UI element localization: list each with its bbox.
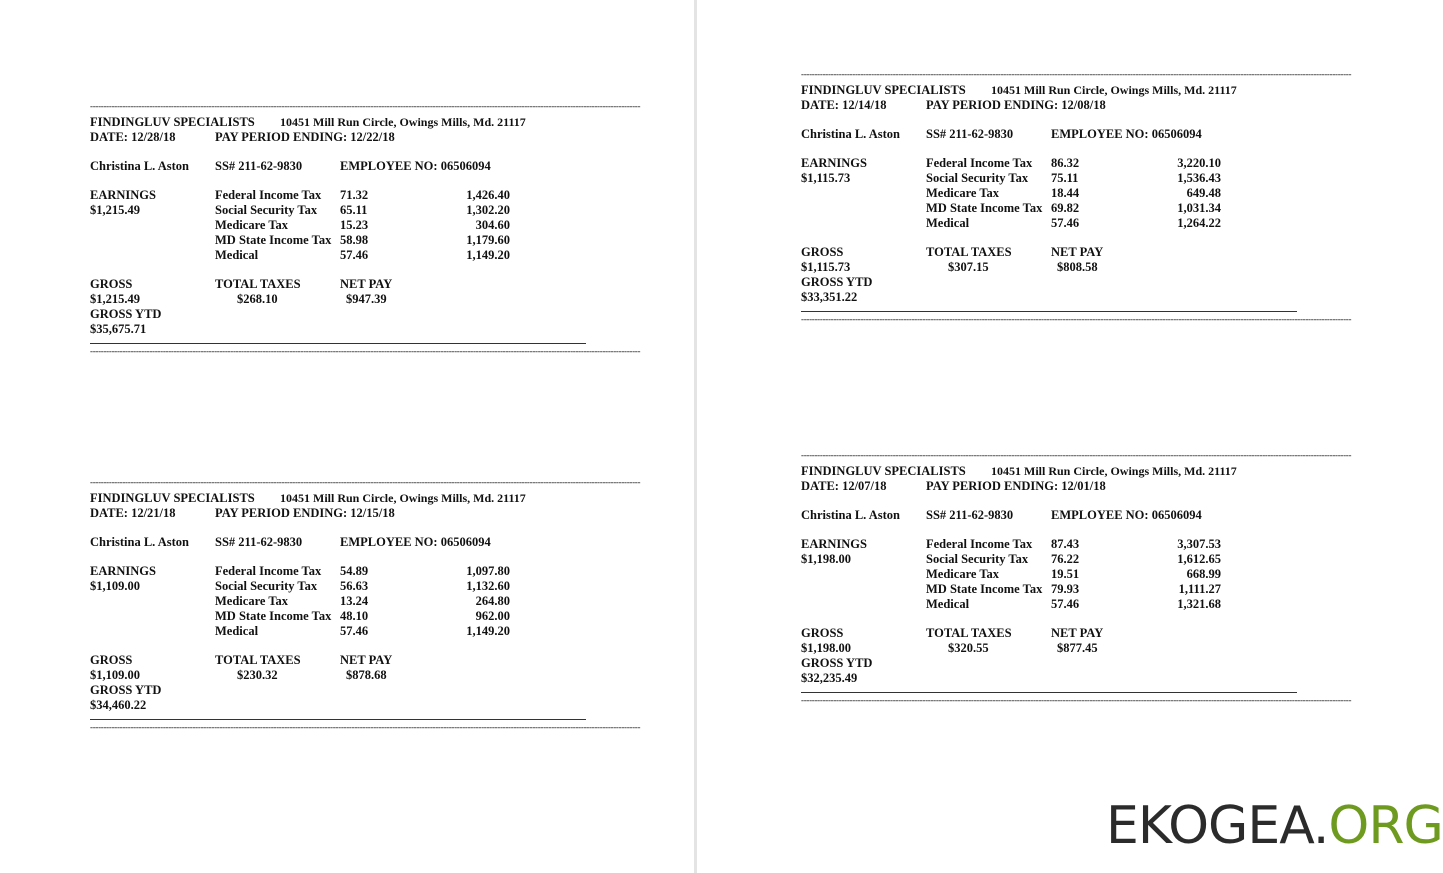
earnings-label: EARNINGS — [90, 564, 156, 578]
net-pay-label: NET PAY — [340, 653, 393, 667]
employee-number: EMPLOYEE NO: 06506094 — [1051, 508, 1202, 522]
employee-ssn: SS# 211-62-9830 — [926, 127, 1014, 141]
total-taxes-value: $268.10 — [237, 292, 278, 306]
net-pay-label: NET PAY — [340, 277, 393, 291]
totals-value-row — [90, 668, 590, 683]
totals-label-row — [90, 653, 590, 668]
company-name: FINDINGLUV SPECIALISTS — [801, 464, 966, 478]
deduction-row — [801, 186, 1301, 201]
date-row — [801, 479, 1301, 494]
deduction-row — [90, 233, 590, 248]
deduction-name: Medicare Tax — [926, 186, 1000, 200]
gross-label: GROSS — [801, 245, 844, 259]
deduction-current: 57.46 — [1051, 216, 1080, 230]
company-name: FINDINGLUV SPECIALISTS — [90, 115, 255, 129]
company-address: 10451 Mill Run Circle, Owings Mills, Md. 21117 — [280, 491, 526, 505]
deduction-current: 48.10 — [340, 609, 369, 623]
gross-ytd-label-row — [90, 307, 590, 322]
totals-label-row — [90, 277, 590, 292]
company-address: 10451 Mill Run Circle, Owings Mills, Md. 21117 — [280, 115, 526, 129]
deduction-current: 57.46 — [340, 248, 369, 262]
deduction-name: Medicare Tax — [215, 218, 289, 232]
deduction-current: 79.93 — [1051, 582, 1080, 596]
deduction-current: 56.63 — [340, 579, 369, 593]
deduction-current: 76.22 — [1051, 552, 1080, 566]
pay-date: DATE: 12/14/18 — [801, 98, 887, 112]
employee-ssn: SS# 211-62-9830 — [215, 535, 303, 549]
net-pay-label: NET PAY — [1051, 626, 1104, 640]
gross-value: $1,198.00 — [801, 641, 851, 655]
pay-period-ending: PAY PERIOD ENDING: 12/22/18 — [215, 130, 395, 144]
employee-name: Christina L. Aston — [801, 127, 900, 141]
pay-date: DATE: 12/28/18 — [90, 130, 176, 144]
earnings-value: $1,215.49 — [90, 203, 140, 217]
deduction-current: 69.82 — [1051, 201, 1080, 215]
dashed-rule: ------------------------------------------------------------------------------------------------------------------------------------------------------------------------------------------------------------ — [801, 450, 1352, 460]
deduction-current: 58.98 — [340, 233, 369, 247]
gross-ytd-value-row — [801, 671, 1301, 686]
deduction-ytd: 1,149.20 — [466, 624, 510, 638]
dashed-rule: ------------------------------------------------------------------------------------------------------------------------------------------------------------------------------------------------------------ — [90, 101, 641, 111]
totals-value-row — [90, 292, 590, 307]
deduction-current: 65.11 — [340, 203, 368, 217]
earnings-label: EARNINGS — [90, 188, 156, 202]
pay-stub — [90, 101, 641, 356]
pay-period-ending: PAY PERIOD ENDING: 12/01/18 — [926, 479, 1106, 493]
deduction-ytd: 304.60 — [475, 218, 510, 232]
net-pay-value: $878.68 — [346, 668, 387, 682]
deduction-name: MD State Income Tax — [926, 201, 1043, 215]
employee-row — [801, 508, 1301, 523]
earnings-value: $1,198.00 — [801, 552, 851, 566]
gross-ytd-value: $34,460.22 — [90, 698, 147, 712]
gross-ytd-label-row — [90, 683, 590, 698]
company-address: 10451 Mill Run Circle, Owings Mills, Md. 21117 — [991, 464, 1237, 478]
deduction-name: Social Security Tax — [926, 552, 1029, 566]
gross-ytd-label-row — [801, 656, 1301, 671]
deduction-row — [90, 188, 590, 203]
deduction-row — [90, 248, 590, 263]
solid-rule — [801, 311, 1297, 312]
earnings-value: $1,115.73 — [801, 171, 851, 185]
pay-period-ending: PAY PERIOD ENDING: 12/08/18 — [926, 98, 1106, 112]
deduction-ytd: 1,179.60 — [466, 233, 510, 247]
deduction-name: Social Security Tax — [215, 579, 318, 593]
deduction-current: 87.43 — [1051, 537, 1080, 551]
solid-rule — [90, 719, 586, 720]
gross-ytd-label: GROSS YTD — [801, 656, 873, 670]
deduction-row — [90, 218, 590, 233]
deduction-current: 57.46 — [340, 624, 369, 638]
gross-ytd-value: $32,235.49 — [801, 671, 858, 685]
deduction-ytd: 962.00 — [475, 609, 510, 623]
employee-name: Christina L. Aston — [90, 159, 189, 173]
deduction-name: Medical — [215, 248, 259, 262]
gross-ytd-value-row — [90, 698, 590, 713]
deduction-ytd: 3,307.53 — [1177, 537, 1221, 551]
pay-period-ending: PAY PERIOD ENDING: 12/15/18 — [215, 506, 395, 520]
employee-row — [90, 159, 590, 174]
deduction-current: 57.46 — [1051, 597, 1080, 611]
deduction-row — [801, 582, 1301, 597]
deduction-current: 54.89 — [340, 564, 369, 578]
deduction-ytd: 1,111.27 — [1178, 582, 1221, 596]
totals-value-row — [801, 641, 1301, 656]
total-taxes-label: TOTAL TAXES — [215, 653, 301, 667]
dashed-rule: ------------------------------------------------------------------------------------------------------------------------------------------------------------------------------------------------------------ — [90, 346, 641, 356]
employee-name: Christina L. Aston — [90, 535, 189, 549]
total-taxes-value: $320.55 — [948, 641, 989, 655]
gross-value: $1,215.49 — [90, 292, 140, 306]
deduction-row — [90, 624, 590, 639]
deduction-row — [90, 609, 590, 624]
watermark-part-dark: EKOGEA. — [1106, 796, 1329, 856]
deduction-name: Social Security Tax — [215, 203, 318, 217]
deduction-current: 86.32 — [1051, 156, 1080, 170]
deduction-name: Medical — [215, 624, 259, 638]
deduction-ytd: 1,097.80 — [466, 564, 510, 578]
company-name: FINDINGLUV SPECIALISTS — [801, 83, 966, 97]
earnings-label: EARNINGS — [801, 156, 867, 170]
deduction-name: MD State Income Tax — [215, 609, 332, 623]
dashed-rule: ------------------------------------------------------------------------------------------------------------------------------------------------------------------------------------------------------------ — [801, 695, 1352, 705]
deduction-current: 75.11 — [1051, 171, 1079, 185]
totals-label-row — [801, 626, 1301, 641]
employee-number: EMPLOYEE NO: 06506094 — [340, 159, 491, 173]
date-row — [801, 98, 1301, 113]
net-pay-label: NET PAY — [1051, 245, 1104, 259]
deduction-name: Medicare Tax — [215, 594, 289, 608]
net-pay-value: $808.58 — [1057, 260, 1098, 274]
employee-ssn: SS# 211-62-9830 — [926, 508, 1014, 522]
employee-number: EMPLOYEE NO: 06506094 — [1051, 127, 1202, 141]
deduction-row — [801, 597, 1301, 612]
deduction-ytd: 3,220.10 — [1177, 156, 1221, 170]
gross-ytd-label: GROSS YTD — [90, 683, 162, 697]
deduction-row — [801, 201, 1301, 216]
deduction-row — [801, 567, 1301, 582]
deduction-row — [801, 156, 1301, 171]
pay-stub — [801, 69, 1352, 324]
net-pay-value: $877.45 — [1057, 641, 1098, 655]
header-row — [801, 464, 1301, 479]
pay-date: DATE: 12/21/18 — [90, 506, 176, 520]
total-taxes-value: $307.15 — [948, 260, 989, 274]
date-row — [90, 130, 590, 145]
company-address: 10451 Mill Run Circle, Owings Mills, Md. 21117 — [991, 83, 1237, 97]
deduction-row — [801, 552, 1301, 567]
deduction-row — [90, 203, 590, 218]
deduction-ytd: 649.48 — [1186, 186, 1221, 200]
deduction-current: 18.44 — [1051, 186, 1080, 200]
gross-ytd-label: GROSS YTD — [90, 307, 162, 321]
deduction-current: 13.24 — [340, 594, 369, 608]
totals-value-row — [801, 260, 1301, 275]
date-row — [90, 506, 590, 521]
watermark-part-green: ORG — [1328, 796, 1443, 856]
deduction-row — [801, 537, 1301, 552]
employee-name: Christina L. Aston — [801, 508, 900, 522]
deduction-ytd: 1,149.20 — [466, 248, 510, 262]
deduction-ytd: 1,321.68 — [1177, 597, 1221, 611]
employee-ssn: SS# 211-62-9830 — [215, 159, 303, 173]
deduction-name: MD State Income Tax — [215, 233, 332, 247]
employee-row — [90, 535, 590, 550]
watermark-logo — [1106, 796, 1443, 856]
gross-ytd-value: $33,351.22 — [801, 290, 858, 304]
deduction-ytd: 1,132.60 — [466, 579, 510, 593]
total-taxes-label: TOTAL TAXES — [926, 626, 1012, 640]
deduction-current: 19.51 — [1051, 567, 1080, 581]
deduction-ytd: 1,031.34 — [1177, 201, 1221, 215]
deduction-row — [801, 171, 1301, 186]
deduction-ytd: 1,426.40 — [466, 188, 510, 202]
dashed-rule: ------------------------------------------------------------------------------------------------------------------------------------------------------------------------------------------------------------ — [801, 314, 1352, 324]
total-taxes-label: TOTAL TAXES — [926, 245, 1012, 259]
solid-rule — [90, 343, 586, 344]
total-taxes-label: TOTAL TAXES — [215, 277, 301, 291]
deduction-current: 15.23 — [340, 218, 369, 232]
employee-row — [801, 127, 1301, 142]
deduction-name: Social Security Tax — [926, 171, 1029, 185]
deduction-ytd: 264.80 — [475, 594, 510, 608]
net-pay-value: $947.39 — [346, 292, 387, 306]
deduction-row — [90, 564, 590, 579]
deduction-row — [801, 216, 1301, 231]
company-name: FINDINGLUV SPECIALISTS — [90, 491, 255, 505]
gross-label: GROSS — [90, 277, 133, 291]
pay-stub — [801, 450, 1352, 705]
pay-date: DATE: 12/07/18 — [801, 479, 887, 493]
gross-value: $1,109.00 — [90, 668, 140, 682]
total-taxes-value: $230.32 — [237, 668, 278, 682]
deduction-current: 71.32 — [340, 188, 369, 202]
dashed-rule: ------------------------------------------------------------------------------------------------------------------------------------------------------------------------------------------------------------ — [90, 722, 641, 732]
deduction-ytd: 1,264.22 — [1177, 216, 1221, 230]
gross-ytd-value: $35,675.71 — [90, 322, 147, 336]
gross-ytd-value-row — [801, 290, 1301, 305]
deduction-name: Federal Income Tax — [215, 188, 322, 202]
earnings-label: EARNINGS — [801, 537, 867, 551]
deduction-ytd: 1,612.65 — [1177, 552, 1221, 566]
header-row — [90, 491, 590, 506]
deduction-ytd: 1,536.43 — [1177, 171, 1221, 185]
header-row — [801, 83, 1301, 98]
pay-stub — [90, 477, 641, 732]
gross-ytd-label-row — [801, 275, 1301, 290]
gross-label: GROSS — [801, 626, 844, 640]
deduction-ytd: 668.99 — [1186, 567, 1221, 581]
gross-label: GROSS — [90, 653, 133, 667]
dashed-rule: ------------------------------------------------------------------------------------------------------------------------------------------------------------------------------------------------------------ — [801, 69, 1352, 79]
deduction-name: Federal Income Tax — [926, 156, 1033, 170]
deduction-name: Medical — [926, 216, 970, 230]
header-row — [90, 115, 590, 130]
deduction-row — [90, 594, 590, 609]
dashed-rule: ------------------------------------------------------------------------------------------------------------------------------------------------------------------------------------------------------------ — [90, 477, 641, 487]
gross-ytd-label: GROSS YTD — [801, 275, 873, 289]
deduction-row — [90, 579, 590, 594]
deduction-name: Federal Income Tax — [926, 537, 1033, 551]
deduction-name: Federal Income Tax — [215, 564, 322, 578]
deduction-name: Medical — [926, 597, 970, 611]
totals-label-row — [801, 245, 1301, 260]
solid-rule — [801, 692, 1297, 693]
deduction-name: Medicare Tax — [926, 567, 1000, 581]
employee-number: EMPLOYEE NO: 06506094 — [340, 535, 491, 549]
deduction-ytd: 1,302.20 — [466, 203, 510, 217]
gross-value: $1,115.73 — [801, 260, 851, 274]
deduction-name: MD State Income Tax — [926, 582, 1043, 596]
earnings-value: $1,109.00 — [90, 579, 140, 593]
gross-ytd-value-row — [90, 322, 590, 337]
